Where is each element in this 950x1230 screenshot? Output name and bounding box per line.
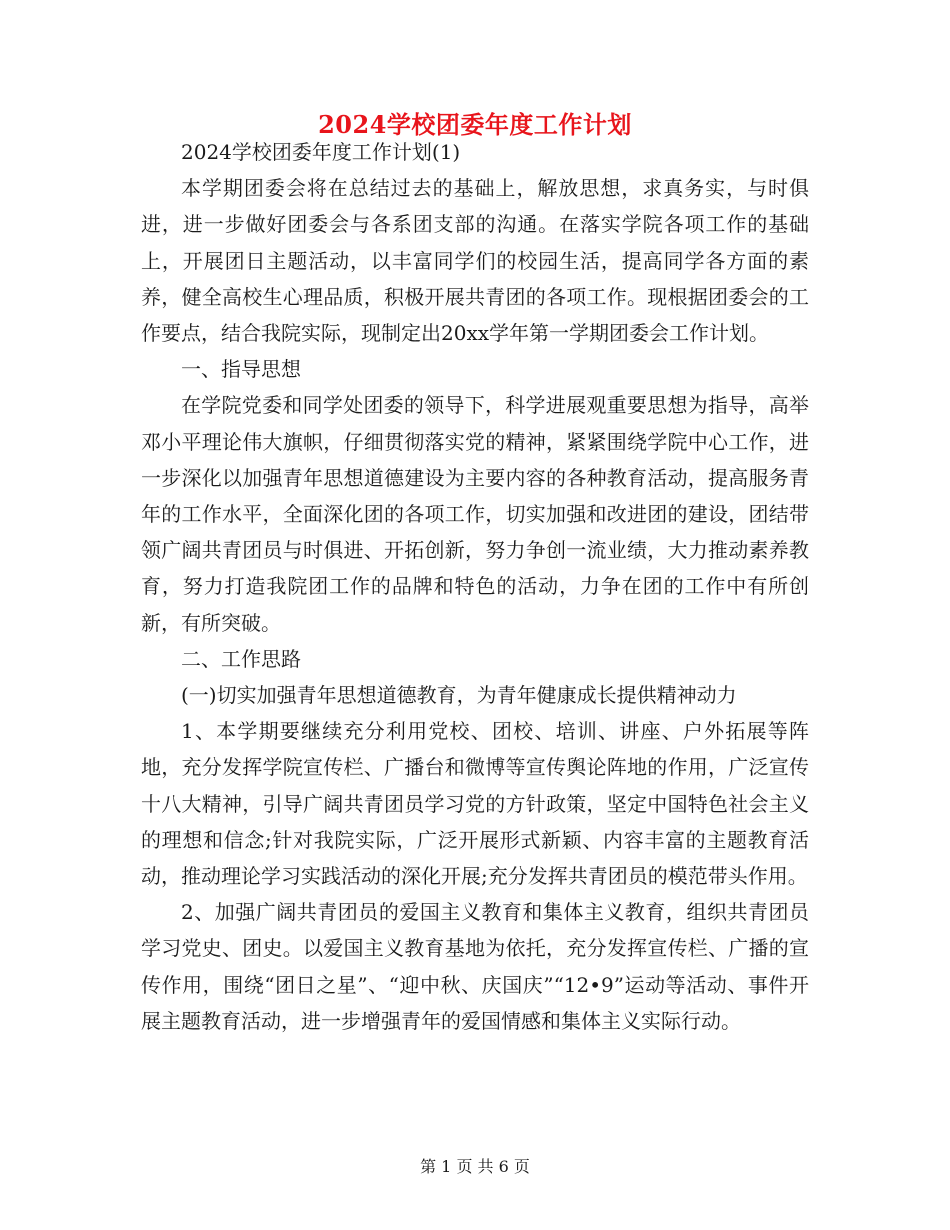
guiding-thought-paragraph: 在学院党委和同学处团委的领导下，科学进展观重要思想为指导，高举邓小平理论伟大旗帜，仔细贯彻落实党的精神，紧紧围绕学院中心工作，进一步深化以加强青年思想道德建设为主要内容的各种教育活动，提高服务青年的工作水平，全面深化团的各项工作，切实加强和改进团的建设，团结带领广阔共青团员与时俱进、开拓创新，努力争创一流业绩，大力推动素养教育，努力打造我院团工作的品牌和特色的活动，力争在团的工作中有所创新，有所突破。 <box>141 393 809 635</box>
item-paragraph-2: 2、加强广阔共青团员的爱国主义教育和集体主义教育，组织共青团员学习党史、团史。以爱国主义教育基地为依托，充分发挥宣传栏、广播的宣传作用，围绕“团日之星”、“迎中秋、庆国庆”“12•9”运动等活动、事件开展主题教育活动，进一步增强青年的爱国情感和集体主义实际行动。 <box>141 900 809 1033</box>
subsection-heading-1: (一)切实加强青年思想道德教育，为青年健康成长提供精神动力 <box>181 683 737 708</box>
section-heading-work-approach: 二、工作思路 <box>181 646 301 671</box>
intro-paragraph: 本学期团委会将在总结过去的基础上，解放思想，求真务实，与时俱进，进一步做好团委会与各系团支部的沟通。在落实学院各项工作的基础上，开展团日主题活动，以丰富同学们的校园生活，提高同学各方面的素养，健全高校生心理品质，积极开展共青团的各项工作。现根据团委会的工作要点，结合我院实际，现制定出20xx学年第一学期团委会工作计划。 <box>141 176 809 346</box>
section-heading-guiding-thought: 一、指导思想 <box>181 357 301 382</box>
subtitle-paragraph: 2024学校团委年度工作计划(1) <box>181 140 461 164</box>
document-title: 2024学校团委年度工作计划 <box>318 110 632 139</box>
page-number-footer: 第 1 页 共 6 页 <box>420 1157 530 1176</box>
item-paragraph-1: 1、本学期要继续充分利用党校、团校、培训、讲座、户外拓展等阵地，充分发挥学院宣传栏、广播台和微博等宣传舆论阵地的作用，广泛宣传十八大精神，引导广阔共青团员学习党的方针政策，坚定中国特色社会主义的理想和信念;针对我院实际，广泛开展形式新颖、内容丰富的主题教育活动，推动理论学习实践活动的深化开展;充分发挥共青团员的模范带头作用。 <box>141 719 809 889</box>
document-body <box>141 134 809 1039</box>
